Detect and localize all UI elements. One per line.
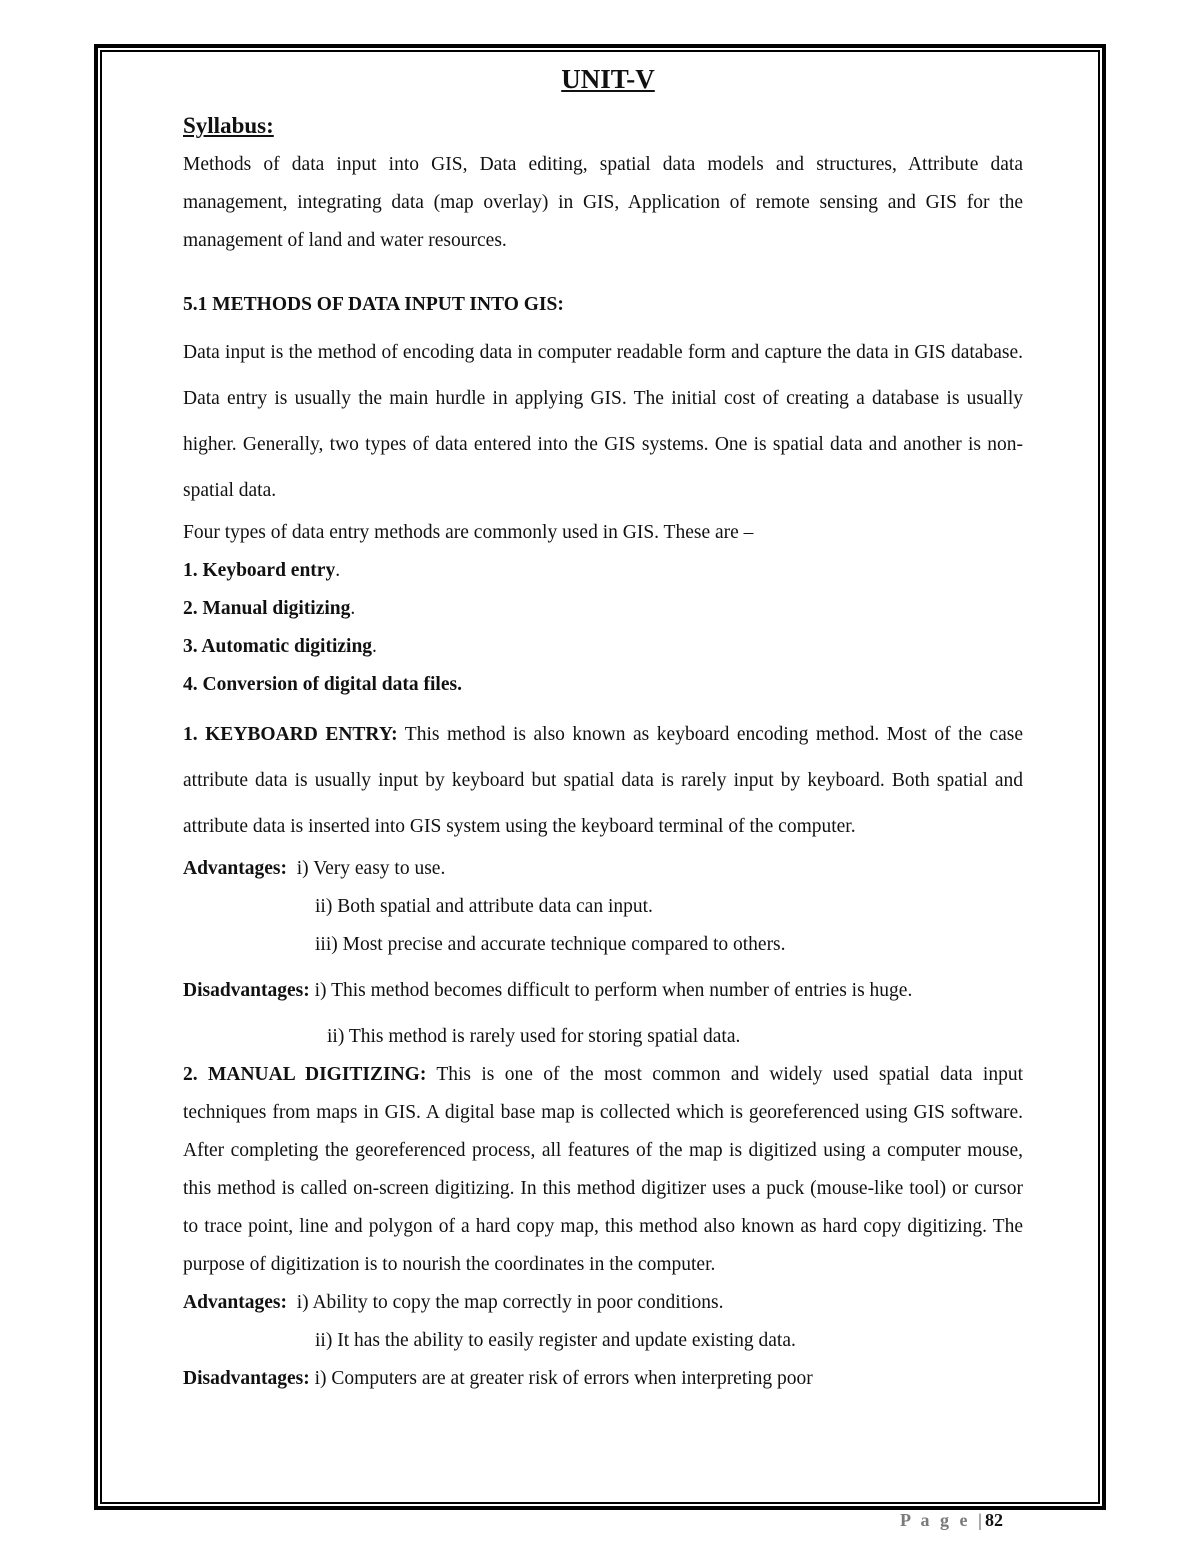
method-item xyxy=(183,628,1023,666)
method-label: 2. Manual digitizing xyxy=(183,598,351,619)
keyboard-disadvantage-row xyxy=(183,972,1023,1010)
syllabus-text: Methods of data input into GIS, Data editing, spatial data models and structures, Attribute data management, integrating data (map overlay) in GIS, Application of remote sensing and GIS for the management of land and water resources. xyxy=(183,154,1023,251)
method-suffix: . xyxy=(350,598,356,619)
keyboard-advantage-row xyxy=(183,850,1023,888)
method-label: 4. Conversion of digital data files. xyxy=(183,674,462,695)
advantages-label: Advantages: xyxy=(183,858,288,879)
disadvantages-label: Disadvantages: xyxy=(183,980,310,1001)
advantage-item: ii) It has the ability to easily register and update existing data. xyxy=(315,1330,796,1351)
page-label: P a g e | xyxy=(900,1510,985,1530)
manual-advantage-row xyxy=(183,1284,1023,1322)
methods-intro: Four types of data entry methods are commonly used in GIS. These are – xyxy=(183,522,754,543)
advantage-item: iii) Most precise and accurate technique compared to others. xyxy=(315,934,786,955)
method-label: 3. Automatic digitizing xyxy=(183,636,373,657)
advantage-item: i) Ability to copy the map correctly in poor conditions. xyxy=(296,1292,724,1313)
manual-digitizing-paragraph xyxy=(183,1056,1023,1284)
syllabus-heading: Syllabus: xyxy=(183,113,274,138)
advantages-label: Advantages: xyxy=(183,1292,288,1313)
disadvantages-label: Disadvantages: xyxy=(183,1368,310,1389)
disadvantage-item: i) Computers are at greater risk of errors when interpreting poor xyxy=(314,1368,813,1389)
method-label: 1. Keyboard entry xyxy=(183,560,336,581)
advantage-item: ii) Both spatial and attribute data can input. xyxy=(315,896,653,917)
advantage-item: i) Very easy to use. xyxy=(296,858,446,879)
method-suffix: . xyxy=(372,636,377,657)
method-item xyxy=(183,590,1023,628)
page-number-value: 82 xyxy=(984,1510,1003,1530)
document-content xyxy=(183,52,1023,1398)
section-intro xyxy=(183,330,1023,514)
manual-digitizing-text: This is one of the most common and widely used spatial data input techniques from maps in GIS. A digital base map is collected which is georeferenced using GIS software. After completing the georeferenced process, all features of the map is digitized using a computer mouse, this method is called on-screen digitizing. In this method digitizer uses a puck (mouse-like tool) or cursor to trace point, line and polygon of a hard copy map, this method also known as hard copy digitizing. The purpose of digitization is to nourish the coordinates in the computer. xyxy=(183,1064,1023,1275)
section-intro-text: Data input is the method of encoding data in computer readable form and capture the data in GIS database. Data entry is usually the main hurdle in applying GIS. The initial cost of creating a database is usually higher. Generally, two types of data entered into the GIS systems. One is spatial data and another is non-spatial data. xyxy=(183,342,1023,501)
method-suffix: . xyxy=(335,560,341,581)
section-heading-5-1: 5.1 METHODS OF DATA INPUT INTO GIS: xyxy=(183,294,564,315)
disadvantage-item: i) This method becomes difficult to perform when number of entries is huge. xyxy=(314,980,913,1001)
keyboard-entry-text: This method is also known as keyboard encoding method. Most of the case attribute data is usually input by keyboard but spatial data is rarely input by keyboard. Both spatial and attribute data is inserted into GIS system using the keyboard terminal of the computer. xyxy=(183,724,1023,837)
method-item xyxy=(183,666,1023,704)
manual-digitizing-heading: 2. MANUAL DIGITIZING: xyxy=(183,1064,427,1085)
keyboard-entry-heading: 1. KEYBOARD ENTRY: xyxy=(183,724,398,745)
manual-disadvantage-row xyxy=(183,1360,1023,1398)
disadvantage-item: ii) This method is rarely used for storing spatial data. xyxy=(327,1026,741,1047)
page-number xyxy=(900,1510,1003,1531)
unit-title: UNIT-V xyxy=(561,64,655,94)
keyboard-entry-paragraph xyxy=(183,712,1023,850)
method-item xyxy=(183,552,1023,590)
